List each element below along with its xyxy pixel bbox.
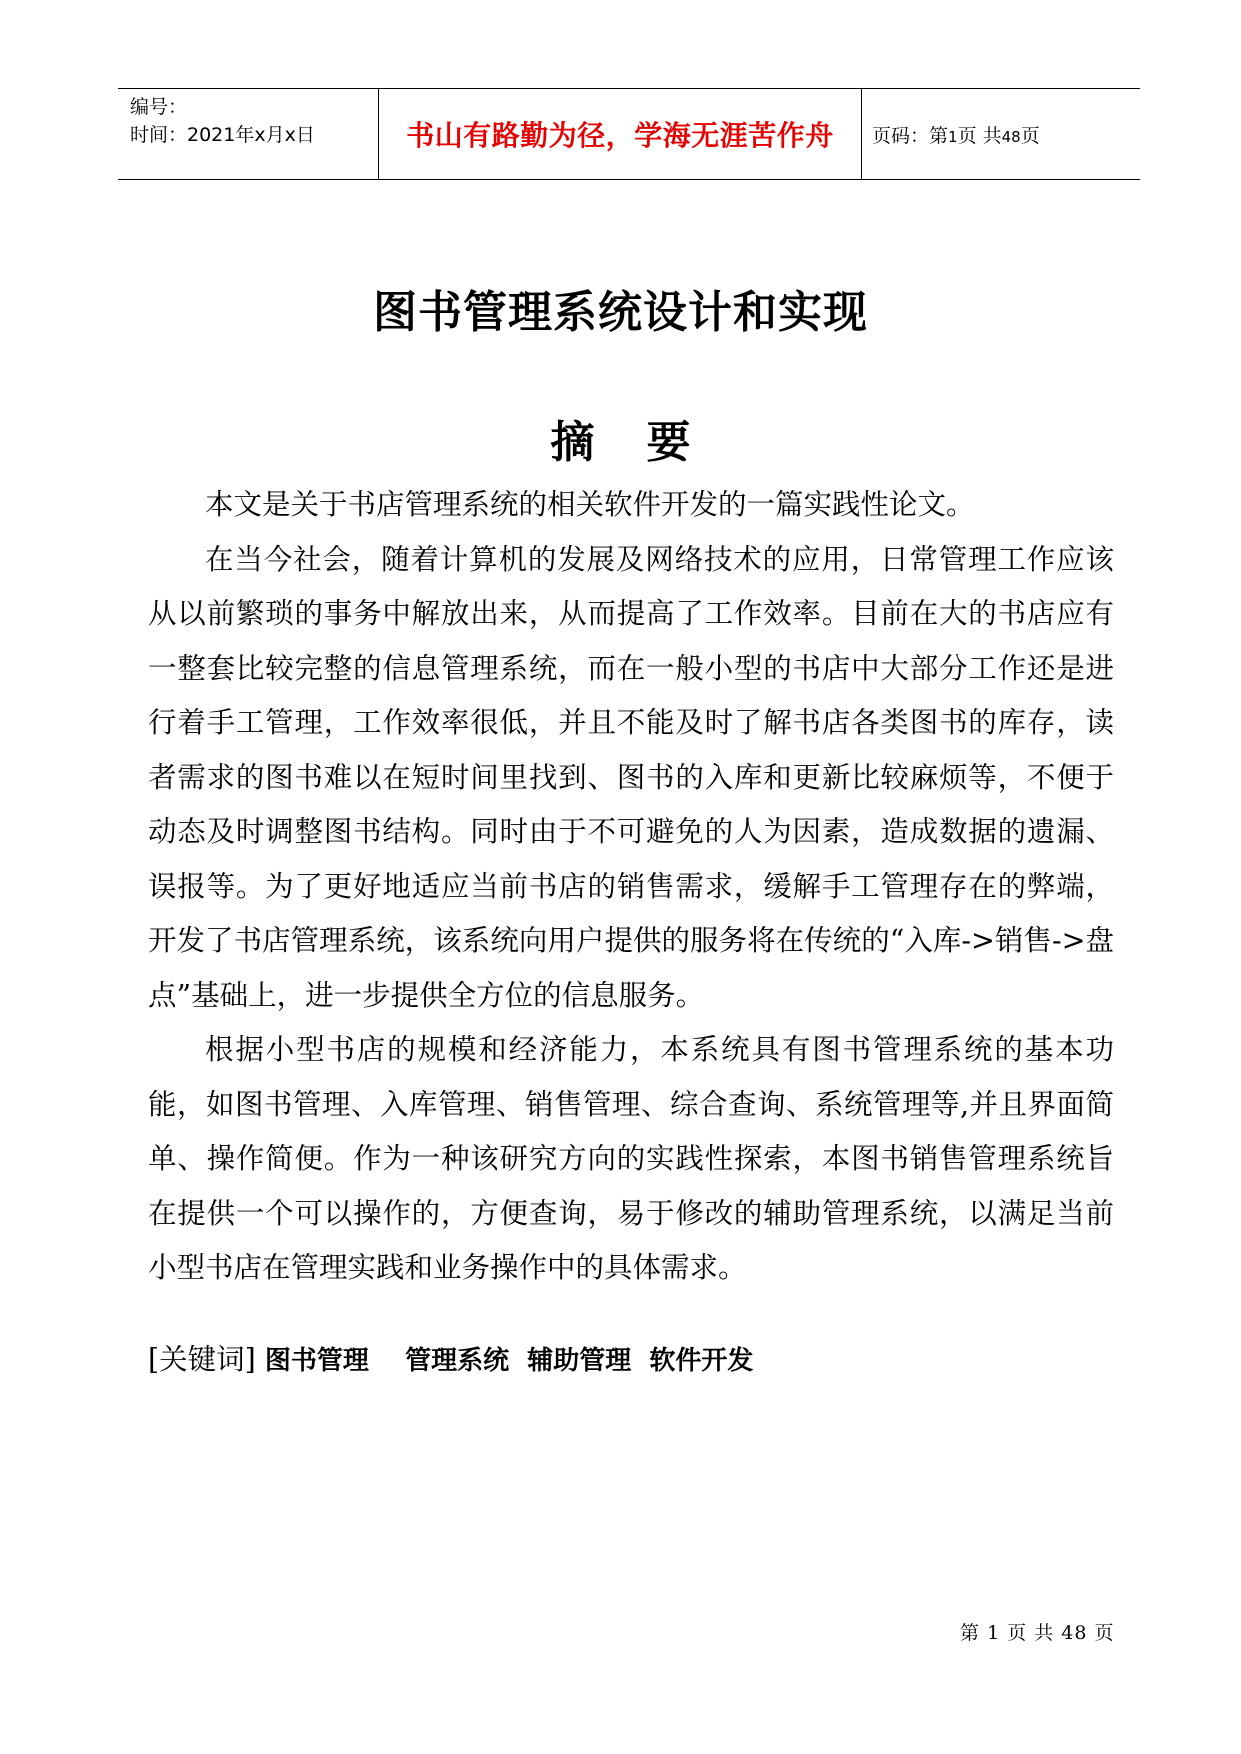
header-page-prefix: 页码：第	[872, 124, 949, 147]
header-page-total: 48	[1001, 127, 1021, 146]
footer-total: 48	[1061, 1622, 1088, 1644]
document-title: 图书管理系统设计和实现	[373, 287, 868, 338]
page-header-table	[118, 88, 1140, 180]
header-page-mid: 页 共	[957, 124, 1002, 147]
header-page-suffix: 页	[1020, 124, 1040, 147]
abstract-paragraph: 本文是关于书店管理系统的相关软件开发的一篇实践性论文。	[205, 488, 975, 521]
footer-suffix: 页	[1094, 1622, 1115, 1644]
keywords-line	[148, 1340, 1114, 1381]
header-meta-cell	[118, 89, 378, 179]
abstract-heading-left: 摘	[550, 417, 595, 468]
keyword: 管理系统	[405, 1346, 510, 1376]
footer-current: 1	[987, 1622, 1001, 1644]
abstract-paragraph: 在当今社会，随着计算机的发展及网络技术的应用，日常管理工作应该从以前繁琐的事务中解放出来，从而提高了工作效率。目前在大的书店应有一整套比较完整的信息管理系统，而在一般小型的书店中大部分工作还是进行着手工管理，工作效率很低，并且不能及时了解书店各类图书的库存，读者需求的图书难以在短时间里找到、图书的入库和更新比较麻烦等，不便于动态及时调整图书结构。同时由于不可避免的人为因素，造成数据的遗漏、误报等。为了更好地适应当前书店的销售需求，缓解手工管理存在的弊端，开发了书店管理系统，该系统向用户提供的服务将在传统的“入库->销售->盘点”基础上，进一步提供全方位的信息服务。	[148, 542, 1114, 1012]
keyword: 辅助管理	[527, 1346, 632, 1376]
header-page-cell	[862, 89, 1140, 179]
abstract-body	[148, 478, 1114, 1296]
page-footer-number	[960, 1618, 1115, 1645]
abstract-heading	[0, 406, 1241, 470]
footer-mid: 页 共	[1007, 1622, 1055, 1644]
header-motto-cell	[378, 89, 862, 179]
abstract-heading-right: 要	[646, 417, 691, 468]
header-motto: 书山有路勤为径，学海无涯苦作舟	[406, 119, 834, 152]
keyword: 图书管理	[264, 1346, 369, 1376]
footer-prefix: 第	[960, 1622, 981, 1644]
keywords-label: [关键词]	[148, 1343, 256, 1376]
header-number-label: 编号：	[130, 96, 188, 118]
header-page-number	[872, 121, 1140, 148]
abstract-paragraph: 根据小型书店的规模和经济能力，本系统具有图书管理系统的基本功能，如图书管理、入库管理、销售管理、综合查询、系统管理等,并且界面简单、操作简便。作为一种该研究方向的实践性探索，本图书销售管理系统旨在提供一个可以操作的，方便查询，易于修改的辅助管理系统，以满足当前小型书店在管理实践和业务操作中的具体需求。	[148, 1033, 1114, 1284]
header-page-current: 1	[948, 127, 958, 146]
header-time-label: 时间：2021年x月x日	[130, 124, 315, 146]
keyword: 软件开发	[649, 1346, 754, 1376]
